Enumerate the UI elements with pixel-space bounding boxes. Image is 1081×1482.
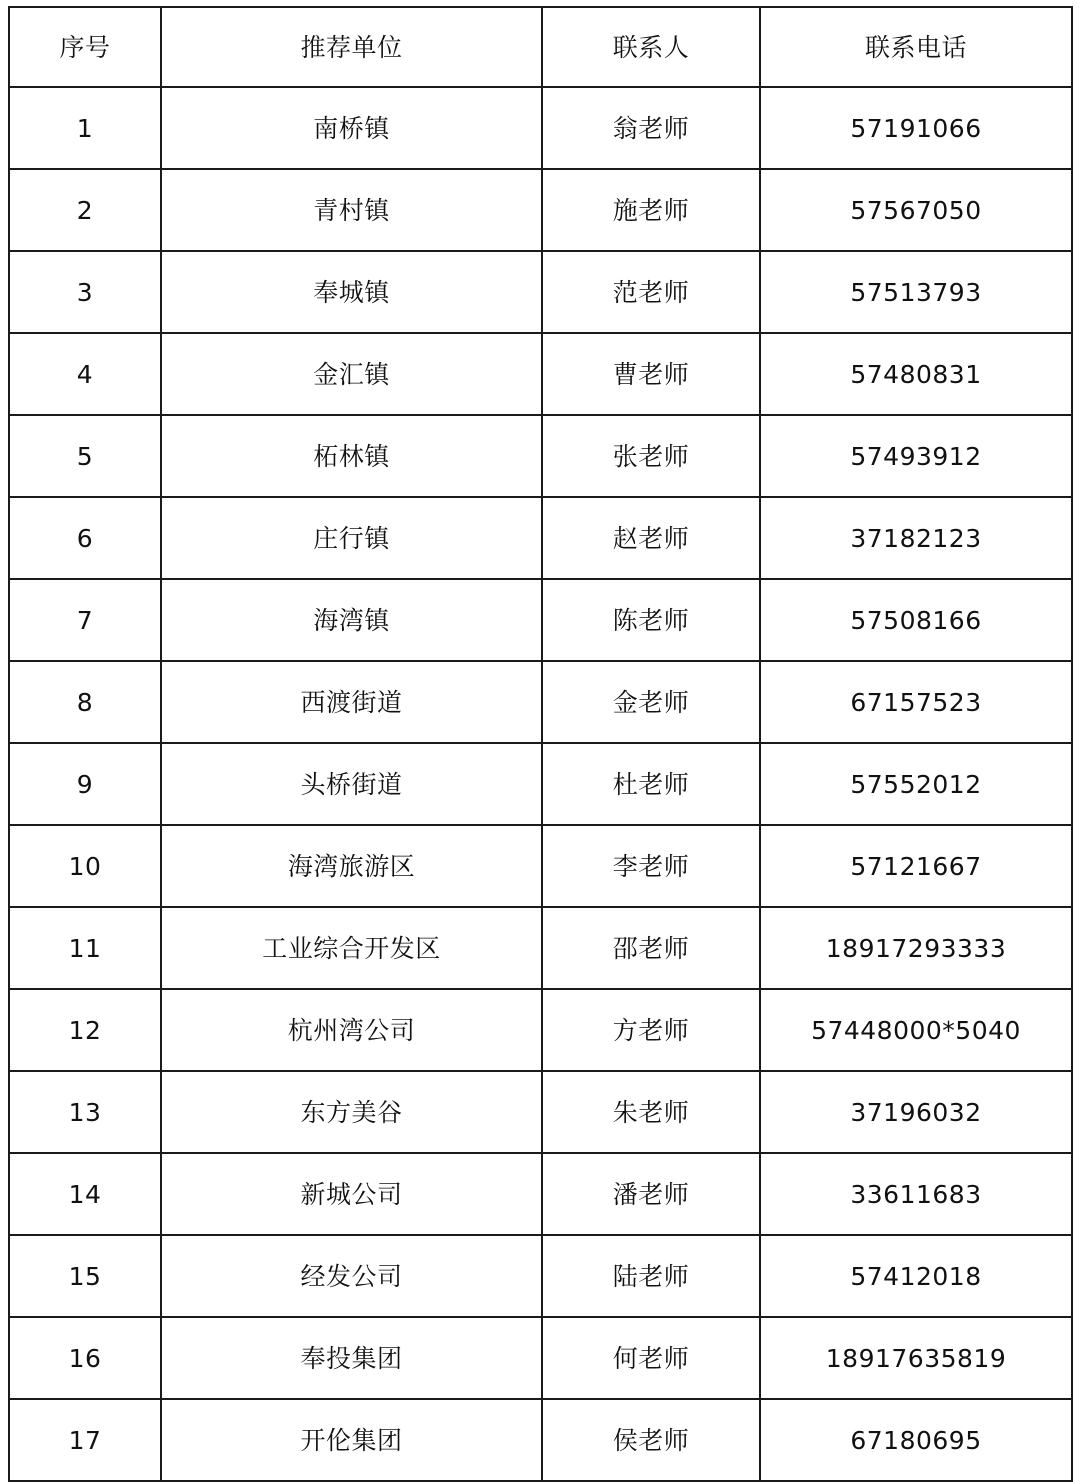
table-row [9, 1153, 1072, 1235]
cell-index: 17 [9, 1399, 161, 1481]
cell-index: 5 [9, 415, 161, 497]
cell-index: 2 [9, 169, 161, 251]
table-header-row [9, 7, 1072, 87]
cell-unit: 奉城镇 [161, 251, 542, 333]
cell-contact: 李老师 [542, 825, 760, 907]
cell-phone: 57412018 [760, 1235, 1072, 1317]
table-row [9, 579, 1072, 661]
cell-phone: 57448000*5040 [760, 989, 1072, 1071]
cell-unit: 海湾镇 [161, 579, 542, 661]
table-row [9, 661, 1072, 743]
cell-unit: 开伦集团 [161, 1399, 542, 1481]
cell-contact: 陈老师 [542, 579, 760, 661]
header-phone: 联系电话 [760, 7, 1072, 87]
cell-phone: 33611683 [760, 1153, 1072, 1235]
cell-phone: 67157523 [760, 661, 1072, 743]
table-row [9, 251, 1072, 333]
cell-unit: 南桥镇 [161, 87, 542, 169]
cell-contact: 邵老师 [542, 907, 760, 989]
cell-unit: 海湾旅游区 [161, 825, 542, 907]
cell-index: 1 [9, 87, 161, 169]
table-row [9, 907, 1072, 989]
cell-contact: 金老师 [542, 661, 760, 743]
cell-phone: 37182123 [760, 497, 1072, 579]
cell-phone: 37196032 [760, 1071, 1072, 1153]
table-row [9, 1071, 1072, 1153]
header-index: 序号 [9, 7, 161, 87]
cell-contact: 何老师 [542, 1317, 760, 1399]
table-row [9, 497, 1072, 579]
cell-contact: 施老师 [542, 169, 760, 251]
table-row [9, 333, 1072, 415]
cell-contact: 朱老师 [542, 1071, 760, 1153]
table-row [9, 415, 1072, 497]
cell-index: 10 [9, 825, 161, 907]
cell-index: 4 [9, 333, 161, 415]
cell-contact: 杜老师 [542, 743, 760, 825]
cell-index: 12 [9, 989, 161, 1071]
cell-phone: 57480831 [760, 333, 1072, 415]
cell-index: 13 [9, 1071, 161, 1153]
cell-index: 14 [9, 1153, 161, 1235]
table-row [9, 87, 1072, 169]
cell-unit: 新城公司 [161, 1153, 542, 1235]
cell-contact: 张老师 [542, 415, 760, 497]
cell-unit: 奉投集团 [161, 1317, 542, 1399]
cell-index: 16 [9, 1317, 161, 1399]
cell-phone: 18917635819 [760, 1317, 1072, 1399]
cell-contact: 陆老师 [542, 1235, 760, 1317]
cell-unit: 柘林镇 [161, 415, 542, 497]
cell-contact: 翁老师 [542, 87, 760, 169]
cell-unit: 经发公司 [161, 1235, 542, 1317]
table-row [9, 825, 1072, 907]
cell-unit: 青村镇 [161, 169, 542, 251]
cell-unit: 头桥街道 [161, 743, 542, 825]
cell-phone: 57121667 [760, 825, 1072, 907]
cell-phone: 57493912 [760, 415, 1072, 497]
table-row [9, 1317, 1072, 1399]
cell-contact: 潘老师 [542, 1153, 760, 1235]
cell-phone: 67180695 [760, 1399, 1072, 1481]
table-body [9, 87, 1072, 1481]
cell-index: 11 [9, 907, 161, 989]
cell-phone: 57552012 [760, 743, 1072, 825]
cell-contact: 侯老师 [542, 1399, 760, 1481]
cell-contact: 方老师 [542, 989, 760, 1071]
cell-contact: 范老师 [542, 251, 760, 333]
contact-table [8, 6, 1073, 1482]
cell-contact: 曹老师 [542, 333, 760, 415]
cell-index: 9 [9, 743, 161, 825]
cell-contact: 赵老师 [542, 497, 760, 579]
header-unit: 推荐单位 [161, 7, 542, 87]
table-row [9, 169, 1072, 251]
cell-phone: 57508166 [760, 579, 1072, 661]
table-row [9, 989, 1072, 1071]
cell-phone: 57513793 [760, 251, 1072, 333]
table-row [9, 743, 1072, 825]
cell-index: 8 [9, 661, 161, 743]
table-row [9, 1235, 1072, 1317]
cell-unit: 庄行镇 [161, 497, 542, 579]
cell-unit: 工业综合开发区 [161, 907, 542, 989]
cell-index: 6 [9, 497, 161, 579]
cell-unit: 杭州湾公司 [161, 989, 542, 1071]
cell-index: 15 [9, 1235, 161, 1317]
cell-unit: 金汇镇 [161, 333, 542, 415]
cell-phone: 57191066 [760, 87, 1072, 169]
cell-phone: 57567050 [760, 169, 1072, 251]
cell-phone: 18917293333 [760, 907, 1072, 989]
cell-index: 3 [9, 251, 161, 333]
table-row [9, 1399, 1072, 1481]
cell-unit: 东方美谷 [161, 1071, 542, 1153]
header-contact: 联系人 [542, 7, 760, 87]
cell-unit: 西渡街道 [161, 661, 542, 743]
cell-index: 7 [9, 579, 161, 661]
